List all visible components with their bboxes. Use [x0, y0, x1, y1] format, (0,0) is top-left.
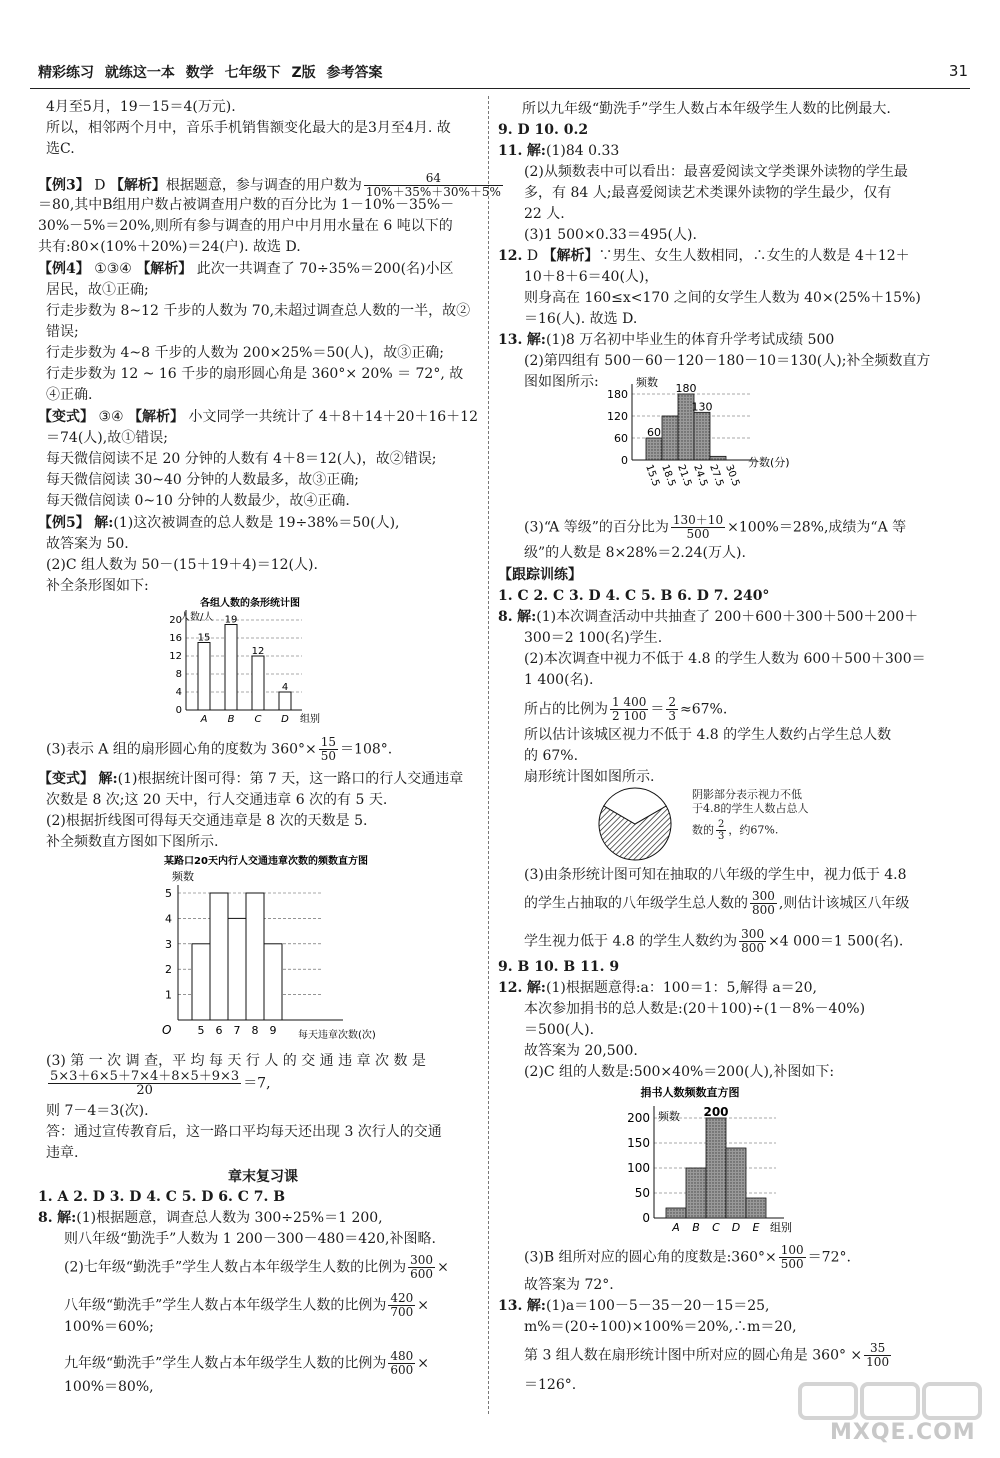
text: 的学生占抽取的八年级学生总人数的 — [524, 895, 748, 912]
text-line: 行走步数为 12 ~ 16 千步的扇形圆心角是 360°× 20% ＝ 72°, 故 — [46, 366, 464, 382]
example-4 — [38, 260, 454, 278]
x-tick-label: A — [672, 1221, 680, 1234]
data-label: 60 — [647, 426, 661, 439]
text-line: (2)从频数表中可以看出：最喜爱阅读文学类课外读物的学生最 — [524, 164, 908, 180]
x-axis-label: 分数(分) — [748, 456, 790, 469]
text-line — [64, 1254, 449, 1281]
text-line: (2)C 组的人数是:500×40%＝200(人),补图如下: — [524, 1064, 835, 1080]
x-tick-label: E — [752, 1221, 760, 1234]
text: 根据题意，参与调查的用户数为 — [165, 177, 362, 194]
solution-label: 解: — [517, 609, 537, 625]
text-line: 选C. — [46, 141, 75, 157]
text-line: 10＋8＋6＝40(人)， — [524, 269, 659, 285]
y-tick-label: 3 — [165, 937, 172, 951]
bar — [662, 416, 678, 460]
x-tick-label: D — [281, 714, 289, 725]
bar — [198, 643, 210, 711]
text: 所占的比例为 — [524, 701, 608, 718]
bar — [210, 893, 228, 1020]
denominator: 20 — [136, 1083, 153, 1098]
text: ×100%＝28%,成绩为“A 等 — [727, 519, 907, 536]
x-tick-label: 6 — [215, 1024, 223, 1037]
pie-note-line: 于4.8的学生人数占总人 — [692, 802, 809, 815]
fraction — [319, 736, 338, 763]
text-line: (3)由条形统计图可知在抽取的八年级的学生中，视力低于 4.8 — [524, 867, 907, 883]
text: × — [437, 1259, 449, 1276]
text-line — [524, 928, 903, 955]
question-12 — [498, 247, 910, 265]
y-axis-label: 频数 — [636, 376, 658, 389]
text-line: 的 67%. — [524, 748, 579, 764]
example-3 — [38, 172, 505, 199]
bar — [279, 692, 291, 710]
bar — [710, 456, 726, 460]
bar — [726, 1148, 746, 1218]
bar — [746, 1198, 766, 1218]
solution-label: 解: — [98, 771, 118, 787]
text: (1)根据题意，调查总人数为 300÷25%＝1 200, — [76, 1210, 383, 1226]
origin-label: O — [162, 1023, 172, 1037]
section-title: 【跟踪训练】 — [498, 567, 582, 583]
text-line: 多，有 84 人;最喜爱阅读艺术类课外读物的学生最少，仅有 — [524, 185, 892, 201]
y-tick-label: 16 — [169, 633, 182, 644]
x-axis-label: 每天违章次数(次) — [298, 1030, 376, 1041]
header-title: 精彩练习 就练这一本 数学 七年级下 Z版 参考答案 — [38, 65, 383, 81]
text-line — [64, 1350, 429, 1377]
question-number: 12. — [498, 248, 523, 264]
text-line: 1 400(名). — [524, 672, 594, 688]
analysis-label: 【解析】 — [542, 248, 599, 264]
text: (1)84 0.33 — [545, 143, 620, 159]
fraction — [408, 1254, 435, 1281]
text-line: 本次参加捐书的总人数是:(20＋100)÷(1－8%－40%) — [524, 1001, 866, 1017]
text-line — [46, 1070, 271, 1097]
variant-1 — [38, 408, 478, 426]
numerator: 15 — [320, 735, 337, 749]
question-8 — [38, 1209, 383, 1227]
bar — [225, 625, 237, 711]
y-tick-label: 60 — [614, 432, 628, 445]
y-axis-label: 频数 — [658, 1110, 680, 1123]
denominator: 3 — [718, 831, 725, 842]
answer: ③④ — [98, 409, 124, 425]
bar — [666, 1208, 686, 1218]
answers-row: 9. B 10. B 11. 9 — [498, 959, 620, 975]
numerator: 35 — [864, 1342, 891, 1356]
x-tick-label: B — [692, 1221, 700, 1234]
solution-label: 解: — [57, 1210, 77, 1226]
text: ＝72°. — [807, 1249, 851, 1266]
text-line: ＝74(人),故①错误; — [46, 430, 168, 446]
bar — [646, 438, 662, 460]
bar — [192, 944, 210, 1020]
question-12b — [498, 979, 817, 997]
text: (3)B 组所对应的圆心角的度数是:360°× — [524, 1249, 777, 1266]
text-line — [524, 696, 727, 723]
y-tick-label: 4 — [175, 687, 182, 698]
pie-note — [692, 788, 809, 842]
y-tick-label: 0 — [642, 1211, 650, 1225]
y-axis-label: 频数 — [172, 870, 194, 883]
question-number: 8. — [498, 609, 513, 625]
bar — [706, 1118, 726, 1218]
numerator: 2 — [668, 695, 676, 709]
example-label: 【例4】 — [38, 261, 90, 277]
denominator: 10%＋35%＋30%＋5% — [365, 185, 501, 199]
header-rule — [30, 88, 970, 89]
data-label: 130 — [691, 400, 713, 414]
question-11 — [498, 142, 619, 160]
denominator: 2 100 — [612, 709, 647, 723]
text-line: 故答案为 20,500. — [524, 1043, 638, 1059]
text-line: 故答案为 72°. — [524, 1277, 614, 1293]
x-tick-label: 9 — [269, 1024, 277, 1037]
text-line: (2)根据折线图可得每天交通违章是 8 次的天数是 5. — [46, 813, 368, 829]
data-label: 200 — [703, 1105, 729, 1119]
text-line — [64, 1292, 429, 1319]
question-number: 8. — [38, 1210, 53, 1226]
question-number: 13. — [498, 332, 523, 348]
data-label: 4 — [281, 682, 289, 693]
text-line: 答：通过宣传教育后，这一路口平均每天还出现 3 次行人的交通 — [46, 1124, 442, 1140]
example-label: 【例5】 — [38, 515, 90, 531]
text-line: ＝500(人). — [524, 1022, 595, 1038]
text-line: 则 7－4＝3(次). — [46, 1103, 149, 1119]
y-tick-label: 180 — [607, 388, 628, 401]
text-line: 4月至5月，19－15＝4(万元). — [46, 99, 236, 115]
x-tick-label: 21.5 — [675, 463, 694, 488]
text-line: (2)C 组人数为 50－(15＋19＋4)＝12(人). — [46, 557, 318, 573]
y-tick-label: 2 — [165, 963, 172, 977]
question-number: 11. — [498, 143, 523, 159]
page-number: 31 — [948, 62, 968, 80]
text: (1)这次被调查的总人数是 19÷38%＝50(人), — [113, 515, 400, 531]
text: 数的 — [692, 823, 714, 837]
example-label: 【例3】 — [38, 177, 90, 194]
fraction — [610, 696, 648, 723]
text-line: 共有:80×(10%＋20%)＝24(户). 故选 D. — [38, 239, 301, 255]
text: (1)a＝100－5－35－20－15＝25, — [545, 1298, 770, 1314]
text: 第 3 组人数在扇形统计图中所对应的圆心角是 360° × — [524, 1347, 863, 1364]
histogram-violations — [148, 852, 408, 1050]
text-line: 行走步数为 8~12 千步的人数为 70,未超过调查总人数的一半，故② — [46, 303, 471, 319]
fraction — [779, 1244, 806, 1271]
histogram-book-donation — [610, 1080, 810, 1238]
text: × — [417, 1355, 429, 1372]
text-line: (3) 第 一 次 调 查，平 均 每 天 行 人 的 交 通 违 章 次 数 是 — [46, 1053, 426, 1069]
solution-label: 解: — [94, 515, 114, 531]
x-tick-label: 27.5 — [707, 463, 726, 488]
x-tick-label: C — [712, 1221, 720, 1234]
variant-2 — [38, 770, 463, 788]
answers-row: 1. A 2. D 3. D 4. C 5. D 6. C 7. B — [38, 1189, 286, 1205]
text: (3)表示 A 组的扇形圆心角的度数为 360°× — [46, 741, 317, 758]
text-line: 次数是 8 次;这 20 天中，行人交通违章 6 次的有 5 天. — [46, 792, 388, 808]
text-line: 22 人. — [524, 206, 565, 222]
bar — [694, 412, 710, 460]
text-line: 30%－5%＝20%,则所有参与调查的用户中月用水量在 6 吨以下的 — [38, 218, 453, 234]
text: ，约67%. — [728, 823, 779, 837]
y-tick-label: 20 — [169, 615, 182, 626]
numerator: 420 — [390, 1291, 414, 1305]
text-line: 所以，相邻两个月中，音乐手机销售额变化最大的是3月至4月. 故 — [46, 120, 451, 136]
question-13b — [498, 1297, 770, 1315]
section-title: 章末复习课 — [228, 1169, 298, 1185]
x-tick-label: 8 — [251, 1024, 259, 1037]
text-line: 所以九年级“勤洗手”学生人数占本年级学生人数的比例最大. — [522, 101, 891, 117]
fraction — [388, 1292, 415, 1319]
text-line: m%＝(20÷100)×100%＝20%,∴m＝20, — [524, 1319, 797, 1335]
text-line: 扇形统计图如图所示. — [524, 769, 655, 785]
variant-label: 【变式】 — [38, 409, 94, 425]
text: (1)8 万名初中毕业生的体育升学考试成绩 500 — [545, 332, 835, 348]
text-line: (3)1 500×0.33＝495(人). — [524, 227, 697, 243]
text: ×4 000＝1 500(名). — [768, 933, 904, 950]
text-line: 100%＝60%; — [64, 1319, 154, 1335]
data-label: 180 — [675, 382, 697, 395]
denominator: 50 — [320, 749, 337, 763]
text-line — [524, 514, 906, 541]
text-line: 行走步数为 4~8 千步的人数为 200×25%＝50(人)，故③正确; — [46, 345, 444, 361]
solution-label: 解: — [526, 1298, 546, 1314]
question-number: 13. — [498, 1298, 523, 1314]
text: (1)本次调查活动中共抽查了 200＋600＋300＋500＋200＋ — [536, 609, 919, 625]
text-line: 级”的人数是 8×28%＝2.24(万人). — [524, 545, 746, 561]
text-line: 则八年级“勤洗手”人数为 1 200－300－480＝420,补图略. — [64, 1231, 436, 1247]
question-number: 12. — [498, 980, 523, 996]
y-tick-label: 4 — [165, 912, 172, 926]
numerator: 64 — [364, 172, 503, 186]
pie-note-line: 阴影部分表示视力不低 — [692, 788, 802, 801]
text: 八年级“勤洗手”学生人数占本年级学生人数的比例为 — [64, 1297, 387, 1314]
text-line: 补全频数直方图如下图所示. — [46, 834, 219, 850]
text-line: ＝126°. — [524, 1377, 577, 1393]
chart-title: 捐书人数频数直方图 — [640, 1086, 740, 1099]
x-tick-label: C — [254, 714, 262, 725]
numerator: 100 — [780, 1243, 804, 1257]
y-tick-label: 200 — [627, 1111, 650, 1125]
numerator: 1 400 — [612, 695, 647, 709]
analysis-label: 【解析】 — [136, 261, 193, 277]
question-8b — [498, 608, 918, 626]
y-tick-label: 12 — [169, 651, 182, 662]
answers-row: 1. C 2. C 3. D 4. C 5. B 6. D 7. 240° — [498, 588, 770, 604]
y-tick-label: 120 — [607, 410, 628, 423]
answer: D — [526, 248, 539, 264]
example-5 — [38, 514, 400, 532]
histogram-scores — [600, 374, 800, 502]
bar — [228, 918, 246, 1020]
bar — [686, 1168, 706, 1218]
bar — [252, 656, 264, 710]
text: (1)根据题意得:a：100＝1：5,解得 a＝20, — [545, 980, 817, 996]
y-tick-label: 0 — [621, 454, 628, 467]
text: 小文同学一共统计了 4＋8＋14＋20＋16＋12 — [188, 409, 478, 425]
bar — [246, 893, 264, 1020]
fraction — [671, 514, 725, 541]
text-line: 300＝2 100(名)学生. — [524, 630, 663, 646]
y-tick-label: 100 — [627, 1161, 650, 1175]
denominator: 600 — [410, 1267, 434, 1281]
variant-label: 【变式】 — [38, 771, 94, 787]
text: (3)“A 等级”的百分比为 — [524, 519, 669, 536]
text: (2)七年级“勤洗手”学生人数占本年级学生人数的比例为 — [64, 1259, 407, 1276]
y-tick-label: 150 — [627, 1136, 650, 1150]
chart-title: 某路口20天内行人交通违章次数的频数直方图 — [164, 856, 368, 867]
text-line: 居民，故①正确; — [46, 282, 149, 298]
y-tick-label: 8 — [175, 669, 182, 680]
text-line: ＝16(人). 故选 D. — [524, 311, 638, 327]
pie-chart-vision — [590, 784, 680, 864]
numerator: 300 — [410, 1253, 434, 1267]
denominator: 500 — [686, 527, 710, 541]
text-line: 100%＝80%, — [64, 1379, 154, 1395]
fraction — [48, 1070, 241, 1097]
fraction — [666, 696, 678, 723]
answer: D — [94, 177, 106, 194]
text: (1)根据统计图可得：第 7 天，这一路口的行人交通违章 — [117, 771, 464, 787]
bar — [264, 944, 282, 1020]
x-axis-label: 组别 — [770, 1221, 792, 1234]
text: ＝7, — [243, 1075, 271, 1092]
text-line — [524, 890, 909, 917]
text: 此次一共调查了 70÷35%＝200(名)小区 — [196, 261, 454, 277]
watermark-text: MXQE.COM — [830, 1420, 976, 1445]
x-tick-label: D — [731, 1221, 741, 1234]
text: ＝ — [650, 701, 665, 718]
column-divider — [488, 96, 489, 1414]
page-header — [38, 62, 968, 84]
numerator: 130＋10 — [672, 513, 724, 527]
x-tick-label: 15.5 — [643, 463, 662, 488]
text: ＝108°. — [340, 741, 393, 758]
x-tick-label: 5 — [197, 1024, 205, 1037]
question-13 — [498, 331, 834, 349]
text-line: 每天微信阅读 0~10 分钟的人数最少，故④正确. — [46, 493, 350, 509]
y-tick-label: 0 — [175, 705, 182, 716]
analysis-label: 【解析】 — [109, 177, 166, 194]
denominator: 100 — [866, 1355, 890, 1369]
x-tick-label: 24.5 — [691, 463, 710, 488]
chart-title: 各组人数的条形统计图 — [200, 598, 300, 609]
text-line: 违章. — [46, 1145, 79, 1161]
text-line: ＝80,其中B组用户数占被调查用户数的百分比为 1－10%－35%－ — [38, 197, 455, 213]
text-line: 错误; — [46, 324, 79, 340]
text: ∵男生、女生人数相同，∴女生的人数是 4＋12＋ — [598, 248, 910, 264]
denominator: 600 — [390, 1363, 414, 1377]
fraction — [716, 819, 726, 842]
numerator: 300 — [741, 927, 765, 941]
text: ,则估计该城区八年级 — [778, 895, 910, 912]
text-line: 每天微信阅读不足 20 分钟的人数有 4＋8＝12(人)，故②错误; — [46, 451, 437, 467]
fraction — [388, 1350, 415, 1377]
text-line: 故答案为 50. — [46, 536, 129, 552]
denominator: 3 — [668, 709, 676, 723]
x-tick-label: 30.5 — [723, 463, 742, 488]
text: ≈67%. — [680, 701, 728, 718]
y-tick-label: 50 — [634, 1186, 650, 1200]
text-line: 所以估计该城区视力不低于 4.8 的学生人数约占学生总人数 — [524, 727, 892, 743]
y-axis-label: 人数/人 — [180, 612, 214, 623]
denominator: 700 — [390, 1305, 414, 1319]
denominator: 800 — [752, 903, 775, 917]
data-label: 19 — [224, 614, 238, 626]
text-line: 图如图所示: — [524, 374, 599, 390]
answer: ①③④ — [94, 261, 132, 277]
answers-row: 9. D 10. 0.2 — [498, 122, 589, 138]
fraction — [750, 890, 777, 917]
text-line: ④正确. — [46, 387, 93, 403]
text-line: 补全条形图如下: — [46, 578, 149, 594]
x-tick-label: 7 — [233, 1024, 241, 1037]
text-line — [524, 1244, 851, 1271]
y-tick-label: 5 — [165, 887, 172, 900]
fraction — [864, 1342, 891, 1369]
numerator: 300 — [752, 889, 775, 903]
data-label: 12 — [251, 646, 265, 657]
fraction — [739, 928, 766, 955]
text: 学生视力低于 4.8 的学生人数约为 — [524, 933, 738, 950]
bar-chart-groups — [160, 594, 340, 732]
solution-label: 解: — [526, 980, 546, 996]
data-label: 15 — [197, 632, 211, 644]
text: × — [417, 1297, 429, 1314]
x-tick-label: B — [227, 714, 235, 725]
text-line: 则身高在 160≤x<170 之间的女学生人数为 40×(25%＋15%) — [524, 290, 921, 306]
denominator: 500 — [780, 1257, 804, 1271]
text-line — [46, 736, 392, 763]
fraction — [364, 172, 503, 199]
text-line: (2)第四组有 500－60－120－180－10＝130(人);补全频数直方 — [524, 353, 931, 369]
solution-label: 解: — [526, 143, 546, 159]
solution-label: 解: — [526, 332, 546, 348]
x-axis-label: 组别 — [300, 714, 320, 725]
denominator: 800 — [741, 941, 765, 955]
numerator: 2 — [718, 819, 725, 830]
y-tick-label: 1 — [165, 988, 172, 1002]
text: 九年级“勤洗手”学生人数占本年级学生人数的比例为 — [64, 1355, 387, 1372]
x-tick-label: 18.5 — [659, 463, 678, 488]
analysis-label: 【解析】 — [128, 409, 185, 425]
x-tick-label: A — [200, 714, 208, 725]
text-line: 每天微信阅读 30~40 分钟的人数最多，故③正确; — [46, 472, 359, 488]
text-line — [524, 1342, 893, 1369]
text-line: (2)本次调查中视力不低于 4.8 的学生人数为 600＋500＋300＝ — [524, 651, 926, 667]
numerator: 5×3＋6×5＋7×4＋8×5＋9×3 — [50, 1069, 240, 1084]
numerator: 480 — [390, 1349, 414, 1363]
